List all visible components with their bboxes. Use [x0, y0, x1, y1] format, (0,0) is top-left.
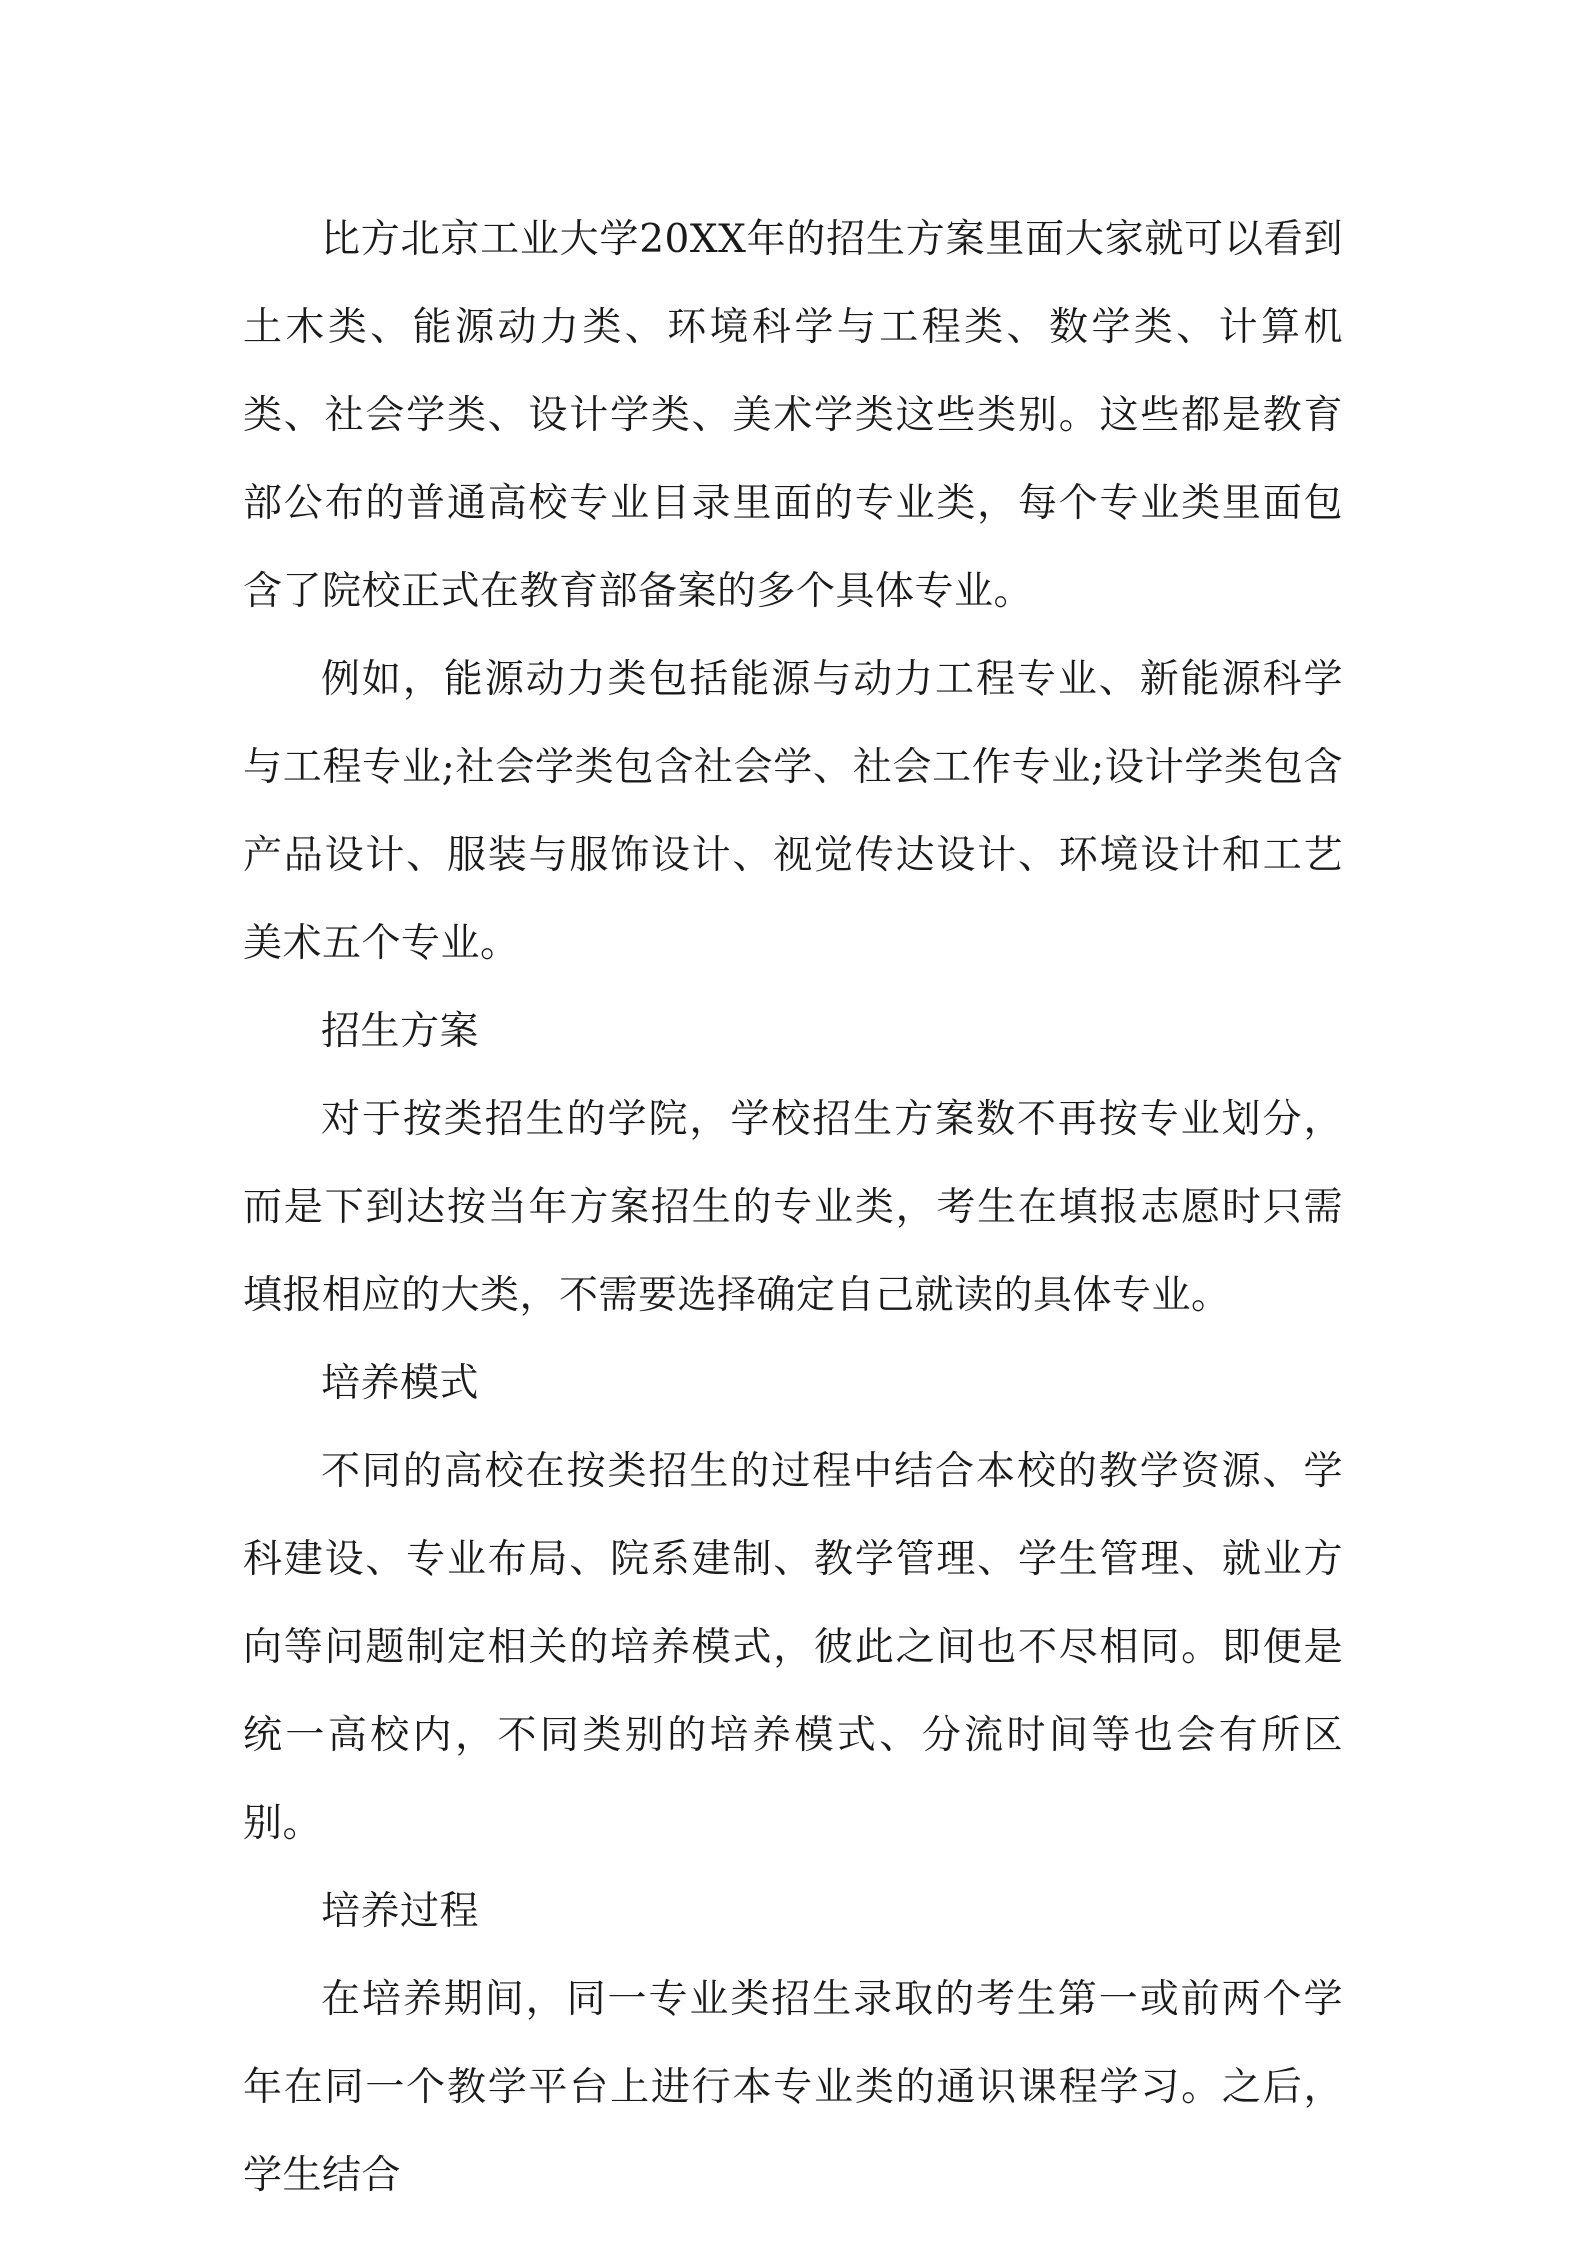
- paragraph-training-mode: 不同的高校在按类招生的过程中结合本校的教学资源、学科建设、专业布局、院系建制、教学管理、学生管理、就业方向等问题制定相关的培养模式，彼此之间也不尽相同。即便是统一高校内，不同类别的培养模式、分流时间等也会有所区别。: [243, 1449, 1343, 1846]
- paragraph-example: 例如，能源动力类包括能源与动力工程专业、新能源科学与工程专业;社会学类包含社会学、社会工作专业;设计学类包含产品设计、服装与服饰设计、视觉传达设计、环境设计和工艺美术五个专业。: [243, 657, 1343, 966]
- document-body: [243, 196, 1343, 2220]
- heading-training-process: 培养过程: [321, 1889, 480, 1934]
- paragraph-intro: 比方北京工业大学20XX年的招生方案里面大家就可以看到土木类、能源动力类、环境科学与工程类、数学类、计算机类、社会学类、设计学类、美术学类这些类别。这些都是教育部公布的普通高校专业目录里面的专业类，每个专业类里面包含了院校正式在教育部备案的多个具体专业。: [243, 217, 1343, 614]
- heading-enrollment-plan: 招生方案: [321, 1009, 480, 1054]
- paragraph-training-process: 在培养期间，同一专业类招生录取的考生第一或前两个学年在同一个教学平台上进行本专业类的通识课程学习。之后，学生结合: [243, 1977, 1343, 2198]
- paragraph-enrollment-plan: 对于按类招生的学院，学校招生方案数不再按专业划分，而是下到达按当年方案招生的专业类，考生在填报志愿时只需填报相应的大类，不需要选择确定自己就读的具体专业。: [243, 1097, 1343, 1318]
- heading-training-mode: 培养模式: [321, 1361, 480, 1406]
